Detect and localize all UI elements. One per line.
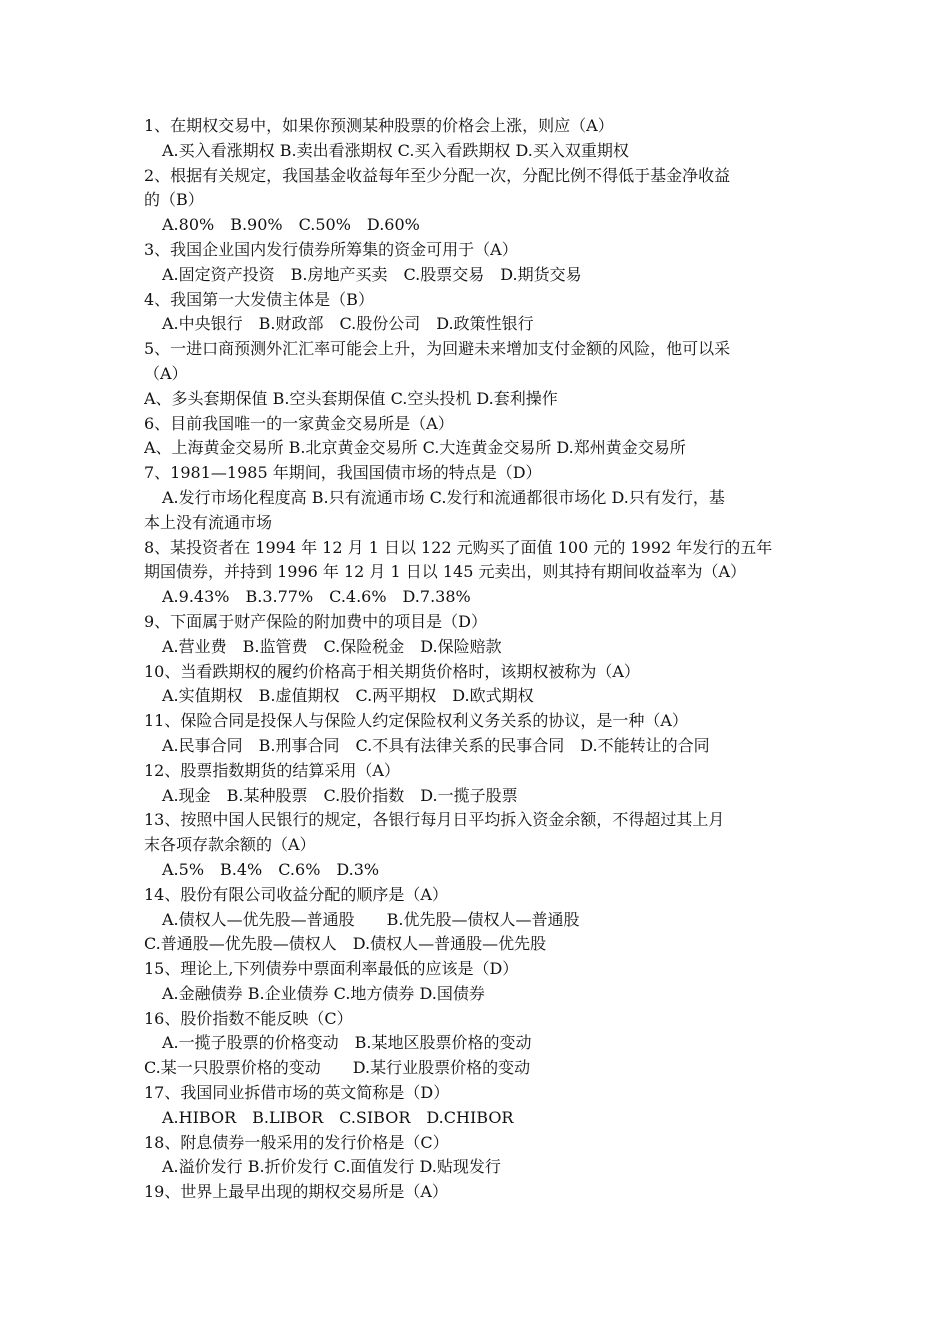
question-line: C.某一只股票价格的变动 D.某行业股票价格的变动 <box>144 1058 531 1078</box>
option-line: A.金融债券 B.企业债券 C.地方债券 D.国债券 <box>162 983 485 1003</box>
option-line: A.中央银行 B.财政部 C.股份公司 D.政策性银行 <box>162 314 534 334</box>
question-line: （A） <box>144 363 188 383</box>
question-line: 期国债券，并持到 1996 年 12 月 1 日以 145 元卖出，则其持有期间收益率为（A） <box>144 562 747 582</box>
question-line: 17、我国同业拆借市场的英文简称是（D） <box>144 1083 450 1103</box>
option-line: A.买入看涨期权 B.卖出看涨期权 C.买入看跌期权 D.买入双重期权 <box>162 140 629 160</box>
question-line: 13、按照中国人民银行的规定，各银行每月日平均拆入资金余额，不得超过其上月 <box>144 810 725 830</box>
option-line: A.营业费 B.监管费 C.保险税金 D.保险赔款 <box>162 636 502 656</box>
question-line: 末各项存款余额的（A） <box>144 835 316 855</box>
question-line: 1、在期权交易中，如果你预测某种股票的价格会上涨，则应（A） <box>144 116 614 135</box>
question-line: 6、目前我国唯一的一家黄金交易所是（A） <box>144 413 454 433</box>
question-line: 3、我国企业国内发行债券所筹集的资金可用于（A） <box>144 239 518 259</box>
option-line: A.9.43% B.3.77% C.4.6% D.7.38% <box>162 587 471 607</box>
option-line: A.一揽子股票的价格变动 B.某地区股票价格的变动 <box>162 1033 532 1053</box>
question-line: 10、当看跌期权的履约价格高于相关期货价格时，该期权被称为（A） <box>144 661 640 681</box>
option-line: A.80% B.90% C.50% D.60% <box>162 215 420 235</box>
question-line: 本上没有流通市场 <box>144 512 273 532</box>
option-line: A.5% B.4% C.6% D.3% <box>162 859 380 879</box>
question-line: A、上海黄金交易所 B.北京黄金交易所 C.大连黄金交易所 D.郑州黄金交易所 <box>144 438 686 458</box>
option-line: A.民事合同 B.刑事合同 C.不具有法律关系的民事合同 D.不能转让的合同 <box>162 735 710 755</box>
option-line: A.实值期权 B.虚值期权 C.两平期权 D.欧式期权 <box>162 686 534 706</box>
question-line: 12、股票指数期货的结算采用（A） <box>144 760 400 780</box>
question-line: 18、附息债券一般采用的发行价格是（C） <box>144 1132 449 1152</box>
option-line: A.发行市场化程度高 B.只有流通市场 C.发行和流通都很市场化 D.只有发行，基 <box>162 487 725 507</box>
question-line: 11、保险合同是投保人与保险人约定保险权利义务关系的协议，是一种（A） <box>144 711 688 731</box>
option-line: A.HIBOR B.LIBOR C.SIBOR D.CHIBOR <box>162 1107 514 1127</box>
question-line: C.普通股—优先股—债权人 D.债权人—普通股—优先股 <box>144 934 547 954</box>
option-line: A.固定资产投资 B.房地产买卖 C.股票交易 D.期货交易 <box>162 264 582 284</box>
question-line: 16、股价指数不能反映（C） <box>144 1008 353 1028</box>
question-line: A、多头套期保值 B.空头套期保值 C.空头投机 D.套利操作 <box>144 388 558 408</box>
question-line: 9、下面属于财产保险的附加费中的项目是（D） <box>144 611 488 631</box>
option-line: A.溢价发行 B.折价发行 C.面值发行 D.贴现发行 <box>162 1157 501 1177</box>
option-line: A.债权人—优先股—普通股 B.优先股—债权人—普通股 <box>162 909 580 929</box>
question-line: 15、理论上,下列债券中票面利率最低的应该是（D） <box>144 959 519 979</box>
question-line: 4、我国第一大发债主体是（B） <box>144 289 374 309</box>
option-line: A.现金 B.某种股票 C.股价指数 D.一揽子股票 <box>162 785 518 805</box>
question-line: 7、1981—1985 年期间，我国国债市场的特点是（D） <box>144 463 542 483</box>
question-line: 5、一进口商预测外汇汇率可能会上升，为回避未来增加支付金额的风险，他可以采 <box>144 339 731 359</box>
question-line: 的（B） <box>144 190 204 210</box>
question-line: 2、根据有关规定，我国基金收益每年至少分配一次，分配比例不得低于基金净收益 <box>144 165 731 185</box>
question-line: 14、股份有限公司收益分配的顺序是（A） <box>144 884 448 904</box>
question-line: 8、某投资者在 1994 年 12 月 1 日以 122 元购买了面值 100 元的 1992 年发行的五年 <box>144 537 773 557</box>
question-line: 19、世界上最早出现的期权交易所是（A） <box>144 1182 448 1202</box>
